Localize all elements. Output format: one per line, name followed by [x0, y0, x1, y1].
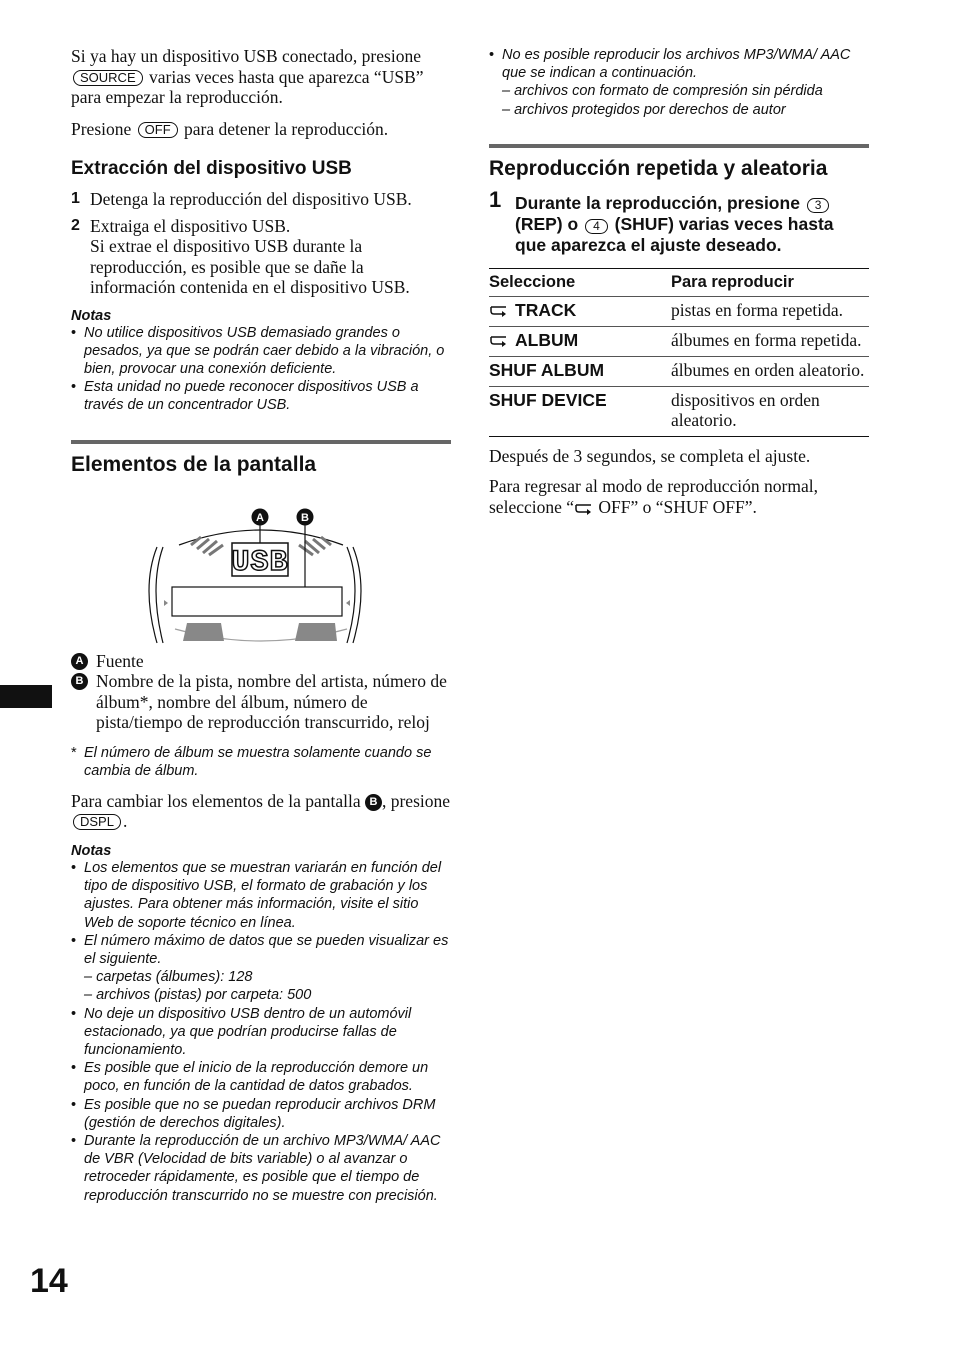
- button-4-label: 4: [585, 219, 608, 234]
- return-text-a: Para regresar al modo de reproducción normal, seleccione “: [489, 476, 818, 517]
- extract-steps: [71, 189, 451, 298]
- change-text-b: , presione: [381, 790, 451, 811]
- lcd-text-area: [172, 587, 342, 616]
- legend-item-a: [71, 651, 451, 672]
- step-text-b: (REP) o: [515, 213, 579, 234]
- page-edge-tab: [0, 685, 52, 708]
- step-extra-text: Si extrae el dispositivo USB durante la reproducción, es posible que se dañe la información contenida en el dispositivo USB.: [90, 236, 410, 297]
- table-cell: dispositivos en orden aleatorio.: [671, 386, 869, 436]
- note-item: [489, 46, 869, 119]
- step-number: 1: [489, 186, 502, 212]
- note-item: [71, 1096, 451, 1132]
- change-display-paragraph: [71, 791, 451, 832]
- badge-b-icon: B: [71, 673, 88, 690]
- table-cell: [489, 296, 671, 326]
- off-button-label: OFF: [138, 122, 178, 138]
- table-cell: álbumes en forma repetida.: [671, 326, 869, 356]
- note-item: • Esta unidad no puede reconocer dispositivos USB a través de un concentrador USB.: [71, 378, 451, 414]
- badge-b-label: B: [301, 511, 309, 524]
- note-item: [71, 1132, 451, 1205]
- left-column: [71, 46, 451, 1205]
- off-text-a: Presione: [71, 118, 132, 139]
- button-3-label: 3: [807, 198, 830, 213]
- table-cell: SHUF ALBUM: [489, 356, 671, 386]
- after-paragraph: Después de 3 segundos, se completa el ajuste.: [489, 445, 811, 466]
- table-header-row: [489, 268, 869, 296]
- repeat-heading: Reproducción repetida y aleatoria: [489, 156, 828, 180]
- table-header: Seleccione: [489, 272, 576, 291]
- note-text: Los elementos que se muestran variarán en función del tipo de dispositivo USB, el formato de grabación y los ajustes. Para obtener más información, visite el sitio Web de soporte técnico en línea.: [84, 859, 442, 931]
- table-row: [489, 386, 869, 436]
- repeat-table: [489, 268, 869, 437]
- badge-a-label: A: [256, 511, 264, 524]
- row-select-text: TRACK: [515, 299, 577, 320]
- intro-paragraph: [71, 46, 451, 108]
- display-diagram-svg: [71, 497, 451, 647]
- repeat-icon: [489, 305, 509, 317]
- footnote-text: El número de álbum se muestra solamente cuando se cambia de álbum.: [84, 744, 432, 779]
- off-paragraph: [71, 119, 451, 140]
- notes-title: Notas: [71, 307, 112, 324]
- note-text: Es posible que no se puedan reproducir archivos DRM (gestión de derechos digitales).: [84, 1096, 436, 1131]
- note-sub: – archivos con formato de compresión sin pérdida: [502, 83, 823, 100]
- extract-step-1: [71, 189, 451, 210]
- section-rule: [489, 144, 869, 148]
- top-notes: [489, 46, 869, 119]
- table-row: [489, 296, 869, 326]
- intro-text-b: varias veces hasta que aparezca “USB” para empezar la reproducción.: [71, 66, 424, 107]
- display-heading: Elementos de la pantalla: [71, 452, 317, 476]
- footnote-mark: *: [71, 744, 77, 761]
- note-text: No es posible reproducir los archivos MP3/WMA/ AAC que se indican a continuación.: [502, 47, 851, 82]
- table-cell: [489, 326, 671, 356]
- legend-text: Fuente: [96, 650, 144, 671]
- table-row: [489, 326, 869, 356]
- note-item: [71, 1059, 451, 1095]
- step-text-c: (SHUF) varias veces hasta que aparezca el ajuste deseado.: [515, 213, 834, 255]
- repeat-icon: [574, 503, 594, 515]
- step-text: Detenga la reproducción del dispositivo USB.: [90, 189, 412, 209]
- note-sub: – archivos (pistas) por carpeta: 500: [84, 987, 312, 1004]
- display-diagram: [71, 497, 451, 647]
- extract-step-2: [71, 216, 451, 298]
- right-column: [489, 46, 869, 517]
- note-text: El número máximo de datos que se pueden visualizar es el siguiente.: [84, 932, 449, 967]
- legend-item-b: [71, 671, 451, 733]
- extract-notes: [71, 324, 451, 415]
- dspl-button-label: DSPL: [73, 814, 121, 830]
- footnote: [71, 744, 451, 780]
- notes-title: Notas: [71, 842, 112, 859]
- table-cell: pistas en forma repetida.: [671, 296, 869, 326]
- step-text: Extraiga el dispositivo USB.: [90, 215, 291, 236]
- note-item: [71, 859, 451, 932]
- off-text-b: para detener la reproducción.: [184, 118, 389, 139]
- note-item: [71, 932, 451, 1005]
- table-cell: SHUF DEVICE: [489, 386, 671, 436]
- note-text: No deje un dispositivo USB dentro de un automóvil estacionado, ya que podrían producirse fallas de funcionamiento.: [84, 1005, 412, 1058]
- change-text-a: Para cambiar los elementos de la pantalla: [71, 790, 361, 811]
- table-row: [489, 356, 869, 386]
- lcd-usb-text: USB: [231, 545, 289, 580]
- note-item: [71, 1005, 451, 1060]
- change-text-c: .: [122, 811, 128, 832]
- repeat-step: [489, 186, 869, 256]
- note-sub: – archivos protegidos por derechos de autor: [502, 101, 786, 118]
- step-number: 1: [71, 190, 80, 207]
- section-rule: [71, 440, 451, 444]
- note-sub: – carpetas (álbumes): 128: [84, 969, 253, 986]
- intro-text-a: Si ya hay un dispositivo USB conectado, presione: [71, 46, 421, 66]
- row-select-text: ALBUM: [515, 329, 579, 350]
- table-header: Para reproducir: [671, 272, 794, 291]
- extract-heading: Extracción del dispositivo USB: [71, 158, 352, 179]
- step-number: 2: [71, 216, 80, 234]
- note-text: Es posible que el inicio de la reproducción demore un poco, en función de la cantidad de datos grabados.: [84, 1060, 429, 1095]
- display-notes: [71, 859, 451, 1205]
- note-item: • No utilice dispositivos USB demasiado grandes o pesados, ya que se podrán caer debido a la vibración, o bien, provocar una conexión deficiente.: [71, 324, 451, 379]
- note-text: Durante la reproducción de un archivo MP3/WMA/ AAC de VBR (Velocidad de bits variable) o al avanzar o retroceder rápidamente, es posible que el tiempo de reproducción transcurrido no se muestre con precisión.: [84, 1132, 441, 1204]
- repeat-icon: [489, 335, 509, 347]
- table-cell: álbumes en orden aleatorio.: [671, 356, 869, 386]
- page-number: 14: [30, 1262, 68, 1300]
- badge-b-icon: B: [365, 794, 382, 811]
- legend-text: Nombre de la pista, nombre del artista, número de álbum*, nombre del álbum, número de pista/tiempo de reproducción transcurrido, reloj: [96, 671, 447, 733]
- step-text-a: Durante la reproducción, presione: [515, 192, 800, 213]
- display-legend: [71, 651, 451, 733]
- return-paragraph: [489, 476, 869, 517]
- badge-a-icon: A: [71, 653, 88, 670]
- source-button-label: SOURCE: [73, 70, 143, 86]
- return-text-b: OFF” o “SHUF OFF”.: [594, 496, 757, 517]
